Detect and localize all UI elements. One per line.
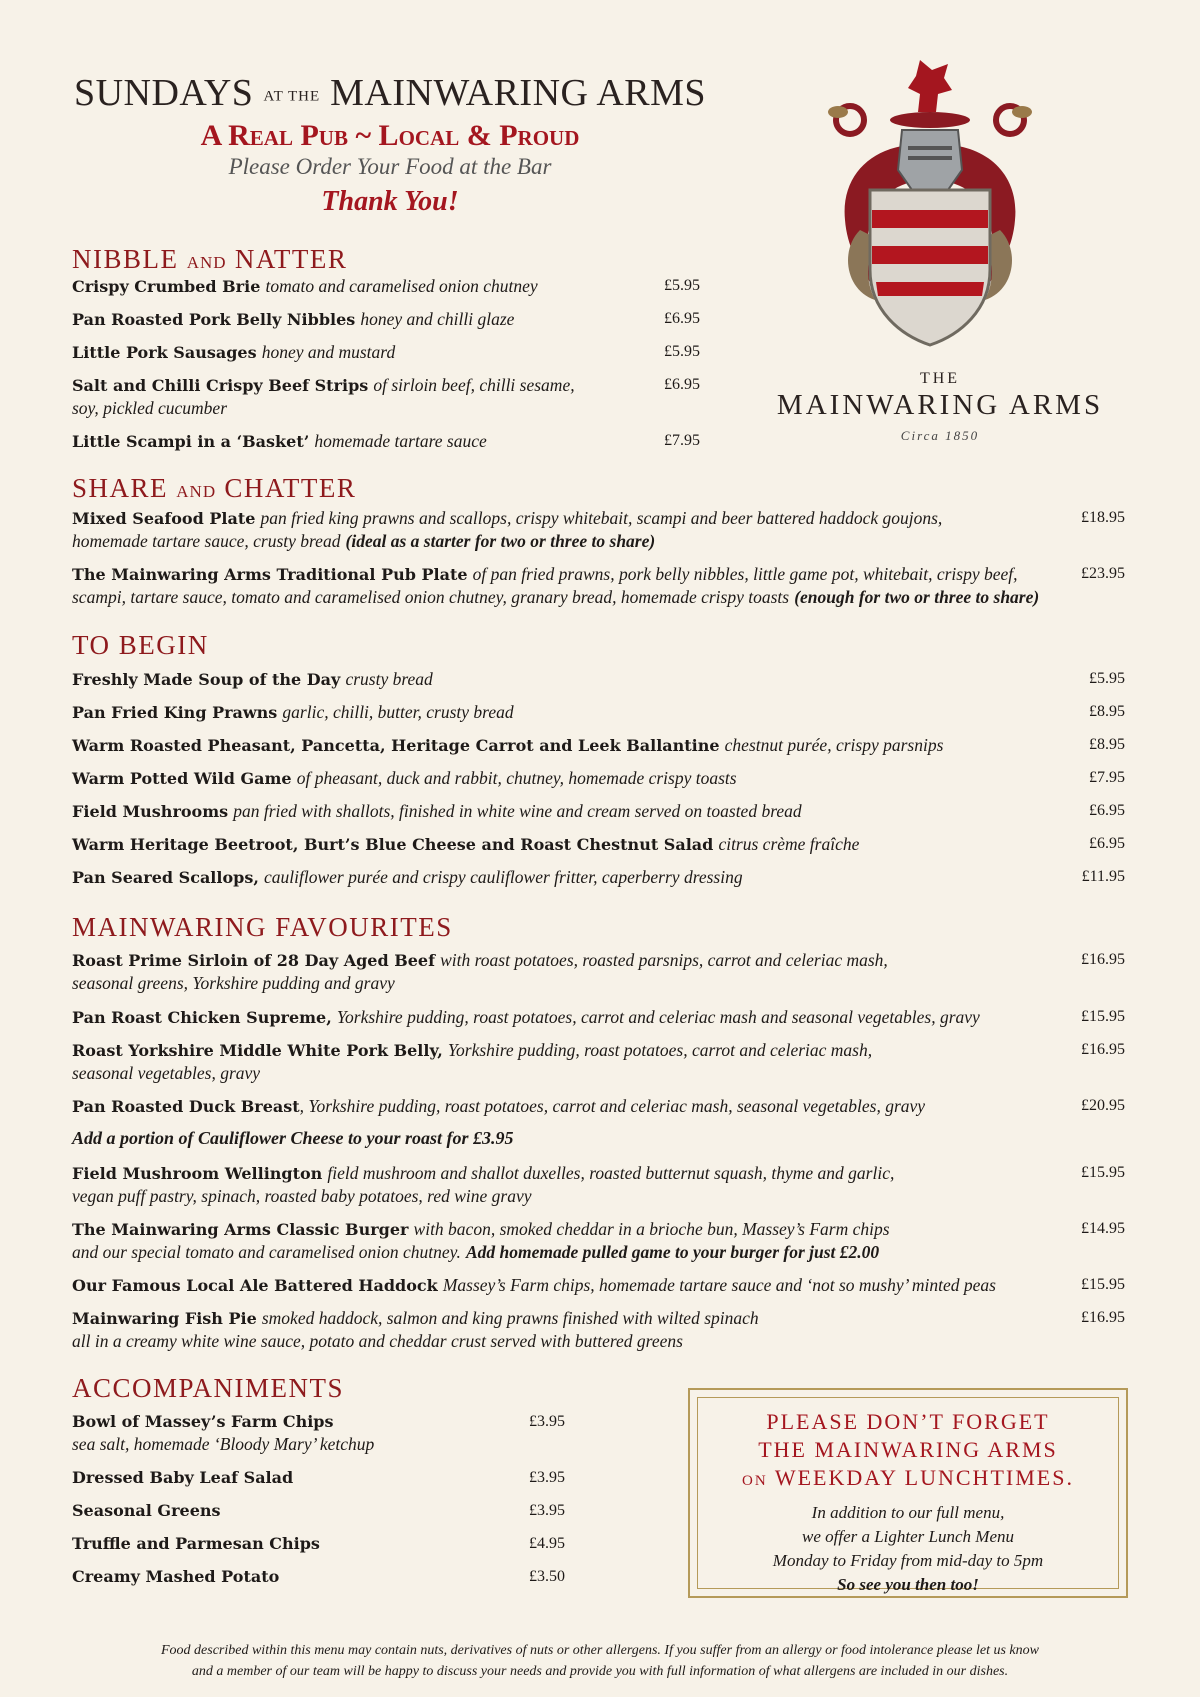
menu-item: Truffle and Parmesan Chips bbox=[72, 1534, 320, 1553]
menu-item: The Mainwaring Arms Traditional Pub Plate of pan fried prawns, pork belly nibbles, little game pot, whitebait, crispy beef, scampi, tartare sauce, tomato and caramelised onion chutney, granary bread, homemade crispy toasts (enough for two or three to share) bbox=[72, 564, 1040, 607]
menu-item: Warm Potted Wild Game of pheasant, duck and rabbit, chutney, homemade crispy toasts bbox=[72, 768, 737, 788]
item-price: £8.95 bbox=[1089, 703, 1125, 720]
item-price: £8.95 bbox=[1089, 736, 1125, 753]
menu-item: Pan Fried King Prawns garlic, chilli, butter, crusty bread bbox=[72, 702, 514, 722]
item-price: £3.95 bbox=[529, 1502, 565, 1519]
item-price: £6.95 bbox=[1089, 835, 1125, 852]
item-price: £3.95 bbox=[529, 1413, 565, 1430]
item-price: £5.95 bbox=[664, 343, 700, 360]
item-price: £7.95 bbox=[1089, 769, 1125, 786]
item-price: £15.95 bbox=[1081, 1164, 1125, 1181]
item-price: £6.95 bbox=[664, 376, 700, 393]
brand-logotype: THE MAINWARING ARMS Circa 1850 bbox=[776, 370, 1104, 443]
box-text: In addition to our full menu, we offer a Lighter Lunch Menu Monday to Friday from mid-day to 5pm So see you then too! bbox=[772, 1503, 1044, 1594]
item-price: £23.95 bbox=[1081, 565, 1125, 582]
item-price: £18.95 bbox=[1081, 509, 1125, 526]
item-price: £11.95 bbox=[1081, 868, 1125, 885]
menu-title: SUNDAYS AT THE MAINWARING ARMS bbox=[73, 72, 707, 114]
item-price: £16.95 bbox=[1081, 1309, 1125, 1326]
item-price: £3.95 bbox=[529, 1469, 565, 1486]
menu-item: Bowl of Massey’s Farm Chips sea salt, homemade ‘Bloody Mary’ ketchup bbox=[72, 1412, 375, 1454]
item-price: £7.95 bbox=[664, 432, 700, 449]
menu-item: Pan Roasted Duck Breast, Yorkshire pudding, roast potatoes, carrot and celeriac mash, seasonal vegetables, gravy bbox=[72, 1096, 926, 1116]
menu-item: Dressed Baby Leaf Salad bbox=[72, 1468, 294, 1487]
roast-addon-note: Add a portion of Cauliflower Cheese to your roast for £3.95 bbox=[72, 1128, 514, 1148]
section-title-begin: TO BEGIN bbox=[72, 630, 209, 660]
menu-item: Freshly Made Soup of the Day crusty bread bbox=[72, 669, 433, 689]
item-price: £6.95 bbox=[664, 310, 700, 327]
menu-subtitle: A Real Pub ~ Local & Proud bbox=[200, 119, 580, 153]
item-price: £4.95 bbox=[529, 1535, 565, 1552]
menu-item: Roast Yorkshire Middle White Pork Belly, Yorkshire pudding, roast potatoes, carrot and celeriac mash, seasonal vegetables, gravy bbox=[72, 1040, 873, 1083]
item-price: £20.95 bbox=[1081, 1097, 1125, 1114]
menu-item: Salt and Chilli Crispy Beef Strips of sirloin beef, chilli sesame, soy, pickled cucumber bbox=[72, 375, 575, 418]
menu-item: Our Famous Local Ale Battered Haddock Massey’s Farm chips, homemade tartare sauce and ‘not so mushy’ minted peas bbox=[72, 1275, 996, 1295]
menu-item: Seasonal Greens bbox=[72, 1501, 221, 1520]
menu-item: The Mainwaring Arms Classic Burger with bacon, smoked cheddar in a brioche bun, Massey’s Farm chips and our special tomato and caramelised onion chutney. Add homemade pulled game to your burger for just £2.00 bbox=[72, 1219, 890, 1262]
menu-item: Crispy Crumbed Brie tomato and caramelised onion chutney bbox=[72, 276, 538, 296]
menu-item: Mainwaring Fish Pie smoked haddock, salmon and king prawns finished with wilted spinach all in a creamy white wine sauce, potato and cheddar crust served with buttered greens bbox=[72, 1308, 759, 1351]
item-price: £16.95 bbox=[1081, 1041, 1125, 1058]
section-title-favourites: MAINWARING FAVOURITES bbox=[72, 912, 453, 942]
menu-item: Field Mushroom Wellington field mushroom and shallot duxelles, roasted butternut squash, thyme and garlic, vegan puff pastry, spinach, roasted baby potatoes, red wine gravy bbox=[72, 1163, 895, 1206]
item-price: £15.95 bbox=[1081, 1008, 1125, 1025]
menu-item: Mixed Seafood Plate pan fried king prawns and scallops, crispy whitebait, scampi and beer battered haddock goujons, homemade tartare sauce, crusty bread (ideal as a starter for two or three to share) bbox=[72, 508, 943, 551]
menu-item: Little Pork Sausages honey and mustard bbox=[72, 342, 396, 362]
menu-item: Roast Prime Sirloin of 28 Day Aged Beef with roast potatoes, roasted parsnips, carrot and celeriac mash, seasonal greens, Yorkshire pudding and gravy bbox=[72, 950, 888, 993]
item-price: £5.95 bbox=[1089, 670, 1125, 687]
allergen-notice: Food described within this menu may contain nuts, derivatives of nuts or other allergens. If you suffer from an allergy or food intolerance please let us know and a member of our team will be happy to discuss your needs and provide you with full information of what allergens are included in our dishes. bbox=[160, 1643, 1039, 1679]
item-price: £16.95 bbox=[1081, 951, 1125, 968]
item-price: £5.95 bbox=[664, 277, 700, 294]
menu-item: Field Mushrooms pan fried with shallots, finished in white wine and cream served on toasted bread bbox=[72, 801, 802, 821]
section-title-accompaniments: ACCOMPANIMENTS bbox=[72, 1373, 345, 1403]
item-price: £14.95 bbox=[1081, 1220, 1125, 1237]
menu-item: Pan Roasted Pork Belly Nibbles honey and chilli glaze bbox=[72, 309, 515, 329]
menu-item: Pan Seared Scallops, cauliflower purée and crispy cauliflower fritter, caperberry dressing bbox=[72, 867, 743, 887]
menu-item: Warm Roasted Pheasant, Pancetta, Heritage Carrot and Leek Ballantine chestnut purée, crispy parsnips bbox=[72, 735, 944, 755]
thank-you: Thank You! bbox=[321, 186, 459, 218]
item-price: £15.95 bbox=[1081, 1276, 1125, 1293]
box-heading: PLEASE DON’T FORGET THE MAINWARING ARMS ON WEEKDAY LUNCHTIMES. bbox=[742, 1409, 1074, 1490]
weekday-lunch-box bbox=[688, 1388, 1128, 1598]
menu-item: Pan Roast Chicken Supreme, Yorkshire pudding, roast potatoes, carrot and celeriac mash and seasonal vegetables, gravy bbox=[72, 1007, 980, 1027]
order-note: Please Order Your Food at the Bar bbox=[228, 154, 552, 180]
item-price: £6.95 bbox=[1089, 802, 1125, 819]
menu-item: Warm Heritage Beetroot, Burt’s Blue Cheese and Roast Chestnut Salad citrus crème fraîche bbox=[72, 834, 860, 854]
menu-item: Creamy Mashed Potato bbox=[72, 1567, 280, 1586]
menu-item: Little Scampi in a ‘Basket’ homemade tartare sauce bbox=[72, 431, 487, 451]
item-price: £3.50 bbox=[529, 1568, 565, 1585]
section-title-nibble: NIBBLE AND NATTER bbox=[72, 244, 348, 274]
menu-header bbox=[60, 72, 720, 221]
crest-logo-icon bbox=[820, 50, 1040, 360]
section-title-share: SHARE AND CHATTER bbox=[72, 473, 357, 503]
